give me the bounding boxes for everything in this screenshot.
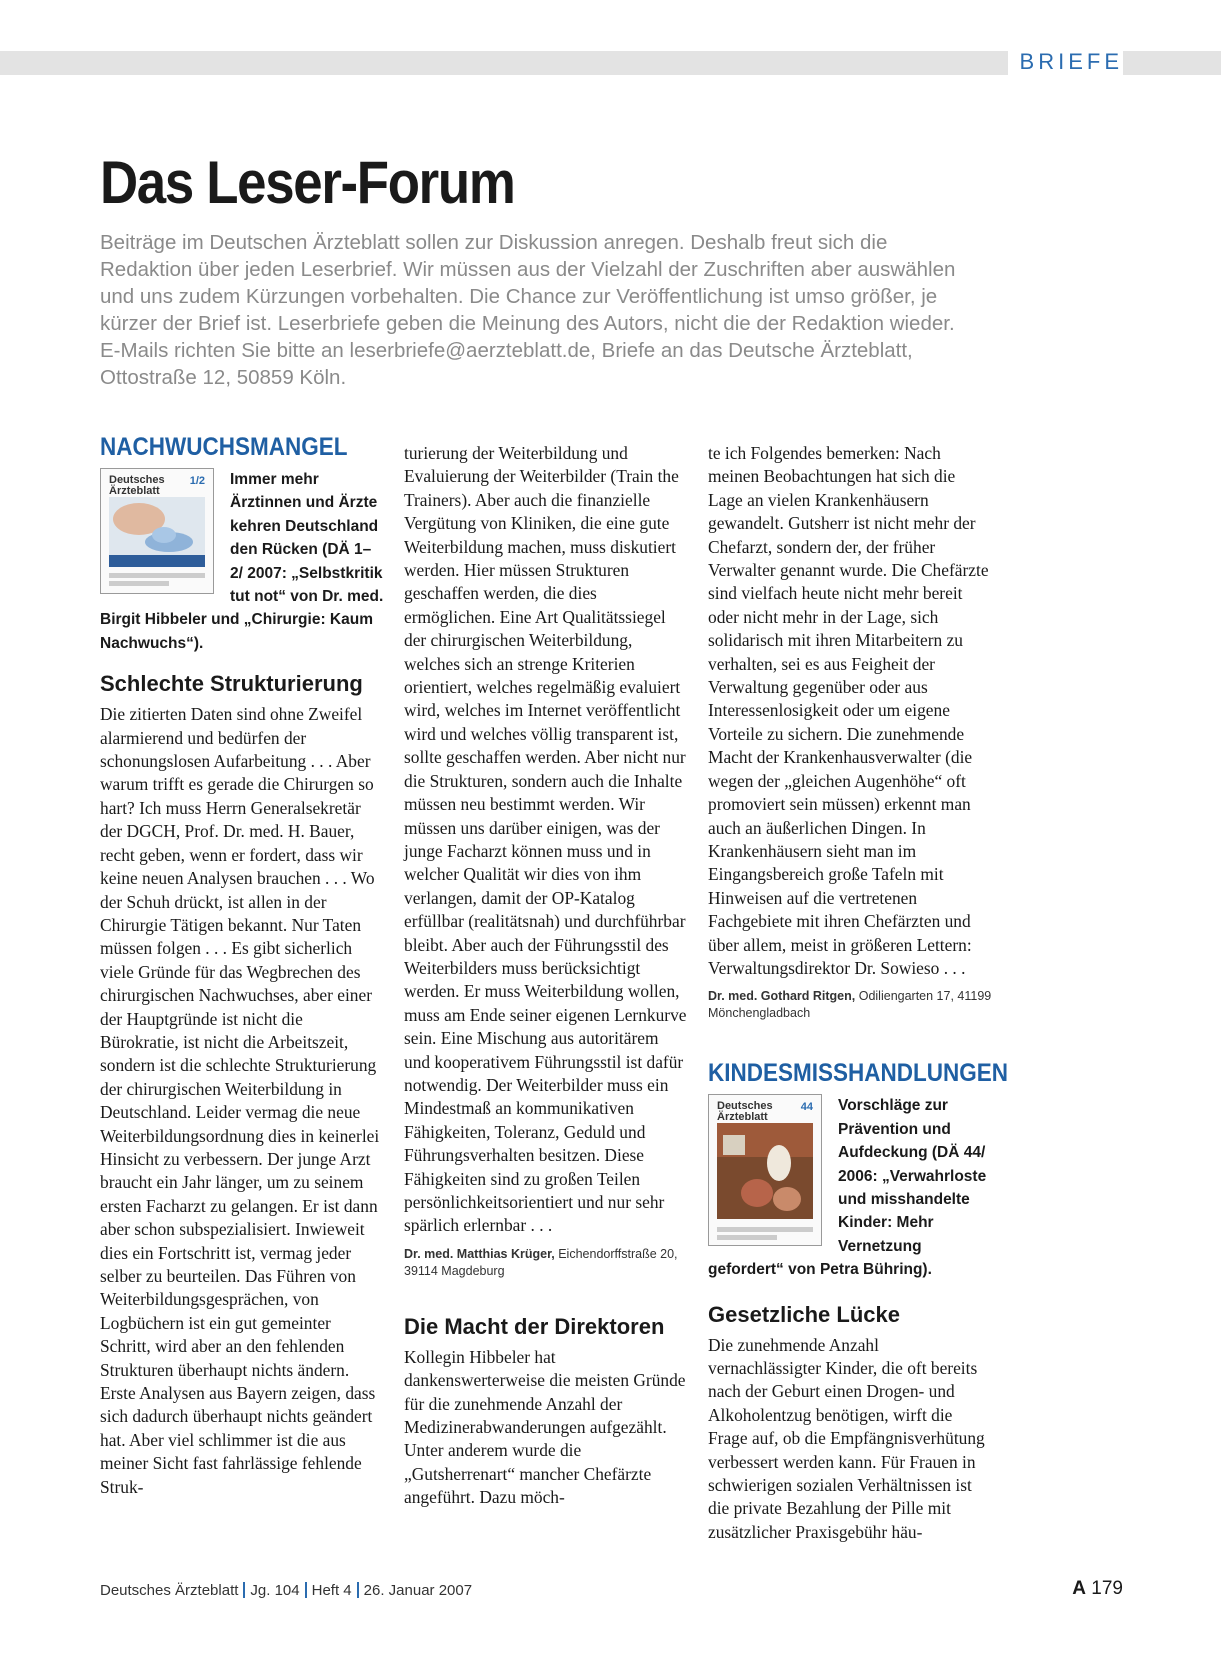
footer-separator — [357, 1582, 359, 1598]
footer-separator — [305, 1582, 307, 1598]
topic-label-kindesmisshandlungen: KINDESMISSHANDLUNGEN — [708, 1059, 1009, 1088]
letter-headline: Schlechte Strukturierung — [100, 671, 363, 697]
signature-name: Dr. med. Gothard Ritgen, — [708, 989, 856, 1004]
footer-volume: Jg. 104 — [250, 1582, 300, 1599]
cover-masthead: Deutsches Ärzteblatt — [109, 474, 165, 497]
reference-text: Vorschläge zur Prävention und Aufdeckung (DÄ 44/ 2006: „Verwahrloste und misshandelte Kinder: Mehr Vernetzung gefordert“ von Petra Bühring). — [708, 1097, 987, 1279]
reference-text: Immer mehr Ärztinnen und Ärzte kehren Deutschland den Rücken (DÄ 1–2/ 2007: „Selbstkritik tut not“ von Dr. med. Birgit Hibbeler und „Chirurgie: Kaum Nachwuchs“). — [100, 471, 384, 652]
column-2 — [404, 443, 688, 1510]
footer-journal: Deutsches Ärzteblatt — [100, 1582, 239, 1599]
letter-body-continued: te ich Folgendes bemerken: Nach meinen Beobachtungen hat sich die Lage an vielen Krankenhäusern gewandelt. Gutsherr ist nicht mehr der Chefarzt, sondern der, der früher Verwalter genannt wurde. Die Chefärzte sind vielfach heute nicht mehr bereit oder nicht mehr in der Lage, sich solidarisch mit ihren Mitarbeitern zu verhalten, sei es aus Feigheit der Verwaltung gegenüber oder aus Interessenlosigkeit oder um eigene Vorteile zu sichern. Die zunehmende Macht der Krankenhausverwalter (die wegen der „gleichen Augenhöhe“ oft promoviert sein müssen) erkennt man auch an äußerlichen Dingen. In Krankenhäusern sieht man im Eingangsbereich große Tafeln mit Hinweisen auf die vertretenen Fachgebiete mit ihren Chefärzten und über allem, meist in größeren Lettern: Verwaltungsdirektor Dr. Sowieso . . . — [708, 443, 989, 978]
reference-block — [708, 1094, 992, 1281]
reference-block — [100, 468, 384, 655]
signature-address: Odiliengarten 17, 41199 Mönchengladbach — [708, 989, 992, 1021]
letter-body: Die zitierten Daten sind ohne Zweifel alarmierend und bedürfen der schonungslosen Aufarbeitung . . . Aber warum trifft es gerade die Chirurgen so hart? Ich muss Herrn Generalsekretär der DGCH, Prof. Dr. med. H. Bauer, recht geben, wenn er fordert, dass wir keine neuen Analysen brauchen . . . Wo der Schuh drückt, ist allen in der Chirurgie Tätigen bekannt. Nur Taten müssen folgen . . . Es gibt sicherlich viele Gründe für das Wegbrechen des chirurgischen Nachwuchses, aber einer der Hauptgründe ist nicht die Bürokratie, ist nicht die Arbeitszeit, sondern ist die schlechte Strukturierung der chirurgischen Weiterbildung in Deutschland. Leider vermag die neue Weiterbildungsordnung dies in keinerlei Hinsicht zu verbessern. Der junge Arzt braucht ein Jahr länger, um zu seinem ersten Facharzt zu gelangen. Er ist dann aber schon subspezialisiert. Inwieweit dies ein Fortschritt ist, vermag jeder selber zu beurteilen. Das Führen von Weiterbildungsgesprächen, von Logbüchern ist ein gut gemeinter Schritt, wird aber an den fehlenden Strukturen überhaupt nichts ändern. Erste Analysen aus Bayern zeigen, dass sich dadurch überhaupt nichts geändert hat. Aber viel schlimmer ist die aus meiner Sicht fast fahrlässige fehlende Struk- — [100, 704, 380, 1497]
letter-body: Die zunehmende Anzahl vernachlässigter Kinder, die oft bereits nach der Geburt einen Drogen- und Alkoholentzug benötigen, wirft die Frage auf, ob die Empfängnisverhütung verbessert werden kann. Für Frauen in schwierigen sozialen Verhältnissen ist die private Bezahlung der Pille mit zusätzlicher Praxisgebühr häu- — [708, 1334, 985, 1542]
cover-photo-family — [717, 1123, 813, 1219]
column-1 — [100, 433, 384, 1499]
letter-signature — [708, 988, 992, 1022]
intro-paragraph: Beiträge im Deutschen Ärzteblatt sollen zur Diskussion anregen. Deshalb freut sich die Redaktion über jeden Leserbrief. Wir müssen aus der Vielzahl der Zuschriften aber auswählen und uns zudem Kürzungen vorbehalten. Die Chance zur Veröffentlichung ist umso größer, je kürzer der Brief ist. Leserbriefe geben die Meinung des Autors, nicht die der Redaktion wieder. E-Mails richten Sie bitte an leserbriefe@aerzteblatt.de, Briefe an das Deutsche Ärzteblatt, Ottostraße 12, 50859 Köln. — [100, 231, 956, 389]
page-prefix: A — [1072, 1578, 1087, 1599]
letter-headline: Die Macht der Direktoren — [404, 1313, 665, 1339]
page-title: Das Leser-Forum — [100, 149, 515, 216]
cover-masthead: Deutsches Ärzteblatt — [717, 1100, 773, 1124]
letter-headline: Gesetzliche Lücke — [708, 1301, 900, 1327]
cover-text-line — [109, 573, 205, 578]
cover-text-line — [109, 581, 169, 586]
letter-signature — [404, 1246, 688, 1280]
cover-text-line — [717, 1235, 777, 1240]
footer-date: 26. Januar 2007 — [363, 1582, 473, 1599]
footer-separator — [243, 1582, 245, 1598]
signature-name: Dr. med. Matthias Krüger, — [404, 1246, 555, 1261]
magazine-cover-image — [708, 1094, 822, 1246]
column-3 — [708, 443, 1009, 1544]
cover-photo-hand — [109, 497, 205, 567]
section-label: BRIEFE — [1008, 48, 1123, 76]
letter-body: Kollegin Hibbeler hat dankenswerterweise die meisten Gründe für die zunehmende Anzahl der Medizinerabwanderungen aufgezählt. Unter anderem wurde die „Gutsherrenart“ mancher Chefärzte angeführt. Dazu möch- — [404, 1346, 686, 1508]
footer-citation — [100, 1582, 472, 1599]
page-number — [1072, 1578, 1123, 1600]
letter-body-continued: turierung der Weiterbildung und Evaluierung der Weiterbilder (Train the Trainers). Aber auch die finanzielle Vergütung von Kliniken, die eine gute Weiterbildung machen, muss diskutiert werden. Hier müssen Strukturen geschaffen werden, die dies ermöglichen. Eine Art Qualitätssiegel der chirurgischen Weiterbildung, welches sich an strenge Kriterien orientiert, welches regelmäßig evaluiert wird, welches im Internet veröffentlicht wird und welches völlig transparent ist, sollte geschaffen werden. Aber nicht nur die Strukturen, sondern auch die Inhalte müssen neu bestimmt werden. Wir müssen uns darüber einigen, was der junge Facharzt können muss und in welcher Qualität wir dies von ihm verlangen, damit der OP-Katalog erfüllbar (realitätsnah) und durchführbar bleibt. Aber auch der Führungsstil des Weiterbilders muss berücksichtigt werden. Er muss Weiterbildung wollen, muss am Ende seiner eigenen Lernkurve sein. Eine Mischung aus autoritärem und kooperativem Führungsstil ist dafür notwendig. Der Weiterbilder muss ein Mindestmaß an kommunikativen Fähigkeiten, Toleranz, Geduld und Führungsverhalten besitzen. Diese Fähigkeiten sind zu großen Teilen persönlichkeitsorientiert und nur sehr spärlich erlernbar . . . — [404, 443, 687, 1236]
cover-issue-number: 1/2 — [189, 475, 205, 487]
cover-text-line — [717, 1227, 813, 1232]
magazine-cover-image — [100, 468, 214, 594]
signature-address: Eichendorffstraße 20, 39114 Magdeburg — [404, 1246, 678, 1278]
cover-issue-number: 44 — [800, 1101, 813, 1114]
footer-issue: Heft 4 — [311, 1582, 352, 1599]
topic-label-nachwuchsmangel: NACHWUCHSMANGEL — [100, 433, 348, 461]
page-number-value: 179 — [1091, 1578, 1123, 1599]
